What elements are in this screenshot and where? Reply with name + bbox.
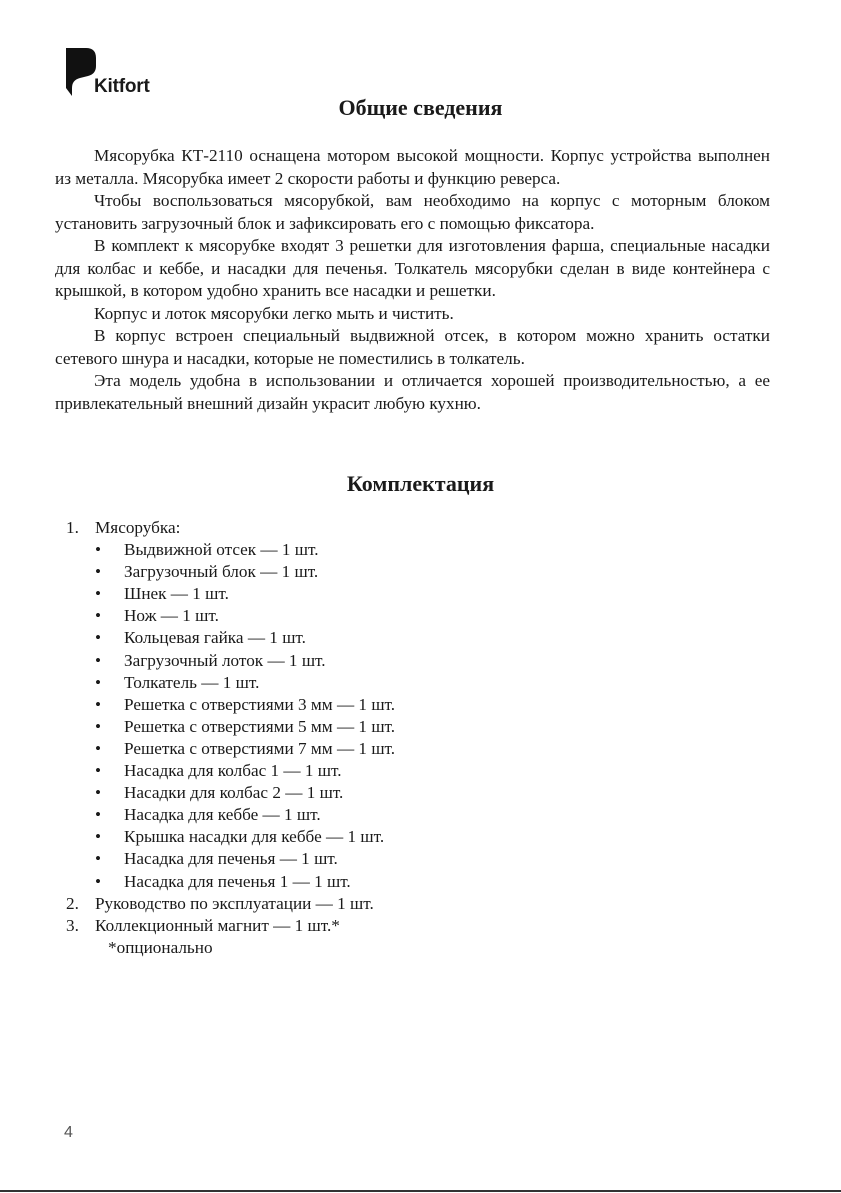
paragraph: В комплект к мясорубке входят 3 решетки для изготовления фарша, специальные насадки для колбас и кеббе, и насадки для печенья. Толкатель мясорубки сделан в виде контейнера с крышкой, в котором удобно хранить все насадки и решетки.: [55, 236, 770, 300]
sub-list-item-label: Насадки для колбас 2 — 1 шт.: [124, 783, 344, 803]
paragraph: Корпус и лоток мясорубки легко мыть и чистить.: [94, 303, 454, 323]
list-item: [66, 517, 766, 893]
brand-logo: [66, 48, 176, 100]
list-number: 3.: [66, 915, 79, 935]
bullet-icon: •: [95, 606, 102, 626]
footnote: *опционально: [108, 937, 213, 957]
sub-list-item-label: Загрузочный лоток — 1 шт.: [124, 650, 326, 670]
bullet-icon: •: [95, 849, 102, 869]
sub-list-item-label: Решетка с отверстиями 5 мм — 1 шт.: [124, 716, 396, 736]
sub-list-item: [95, 605, 766, 627]
sub-list-item: [95, 760, 766, 782]
paragraph: Мясорубка КТ-2110 оснащена мотором высокой мощности. Корпус устройства выполнен из металла. Мясорубка имеет 2 скорости работы и функцию реверса.: [55, 146, 770, 188]
bullet-icon: •: [95, 761, 102, 781]
bullet-icon: •: [95, 805, 102, 825]
paragraph: Чтобы воспользоваться мясорубкой, вам необходимо на корпус с моторным блоком установить загрузочный блок и зафиксировать его с помощью фиксатора.: [55, 191, 770, 233]
sub-list-item-label: Насадка для печенья — 1 шт.: [124, 849, 338, 869]
paragraph: В корпус встроен специальный выдвижной отсек, в котором можно хранить остатки сетевого шнура и насадки, которые не поместились в толкатель.: [55, 326, 770, 368]
sub-list-item: [95, 804, 766, 826]
paragraph: Эта модель удобна в использовании и отличается хорошей производительностью, а ее привлекательный внешний дизайн украсит любую кухню.: [55, 371, 770, 413]
list-item: [66, 893, 766, 915]
kitfort-logo-icon: [66, 48, 96, 96]
list-item-label: Мясорубка:: [95, 518, 181, 537]
section-title-kit: Комплектация: [346, 471, 495, 496]
bullet-icon: •: [95, 562, 102, 582]
brand-name: Kitfort: [94, 76, 150, 97]
bullet-icon: •: [95, 783, 102, 803]
sub-list-item-label: Загрузочный блок — 1 шт.: [124, 562, 319, 582]
bullet-icon: •: [95, 628, 102, 648]
list-item-label: Руководство по эксплуатации — 1 шт.: [95, 893, 374, 913]
sub-list-item: [95, 539, 766, 561]
sub-list-item-label: Решетка с отверстиями 3 мм — 1 шт.: [124, 694, 396, 714]
sub-list-item: [95, 871, 766, 893]
bullet-icon: •: [95, 650, 102, 670]
sub-list-item-label: Выдвижной отсек — 1 шт.: [124, 540, 319, 560]
bullet-icon: •: [95, 871, 102, 891]
sub-list-item-label: Насадка для кеббе — 1 шт.: [124, 805, 321, 825]
list-number: 2.: [66, 893, 79, 913]
sub-list-item-label: Шнек — 1 шт.: [124, 584, 229, 604]
list-item-label: Коллекционный магнит — 1 шт.*: [95, 915, 340, 935]
list-item: [66, 915, 766, 937]
sub-list-item-label: Толкатель — 1 шт.: [124, 672, 260, 692]
bullet-icon: •: [95, 738, 102, 758]
section-title-general: Общие сведения: [338, 95, 503, 120]
bullet-icon: •: [95, 716, 102, 736]
sub-list-item: [95, 650, 766, 672]
sub-list-item: [95, 694, 766, 716]
sub-list-item: [95, 782, 766, 804]
sub-list-item-label: Насадка для колбас 1 — 1 шт.: [124, 761, 342, 781]
sub-list-item: [95, 561, 766, 583]
sub-list: [95, 539, 766, 893]
sub-list-item: [95, 738, 766, 760]
sub-list-item-label: Решетка с отверстиями 7 мм — 1 шт.: [124, 738, 396, 758]
bullet-icon: •: [95, 672, 102, 692]
general-info-text: [55, 145, 770, 415]
list-number: 1.: [66, 518, 79, 537]
sub-list-item: [95, 826, 766, 848]
sub-list-item: [95, 627, 766, 649]
sub-list-item: [95, 672, 766, 694]
sub-list-item-label: Насадка для печенья 1 — 1 шт.: [124, 871, 351, 891]
sub-list-item: [95, 848, 766, 870]
sub-list-item: [95, 716, 766, 738]
sub-list-item-label: Нож — 1 шт.: [124, 606, 219, 626]
bullet-icon: •: [95, 694, 102, 714]
sub-list-item-label: Крышка насадки для кеббе — 1 шт.: [124, 827, 385, 847]
kit-contents-list: [66, 517, 766, 959]
sub-list-item-label: Кольцевая гайка — 1 шт.: [124, 628, 306, 648]
bullet-icon: •: [95, 540, 102, 560]
bottom-divider: [0, 1190, 841, 1192]
bullet-icon: •: [95, 584, 102, 604]
bullet-icon: •: [95, 827, 102, 847]
sub-list-item: [95, 583, 766, 605]
page-number: 4: [64, 1124, 73, 1141]
